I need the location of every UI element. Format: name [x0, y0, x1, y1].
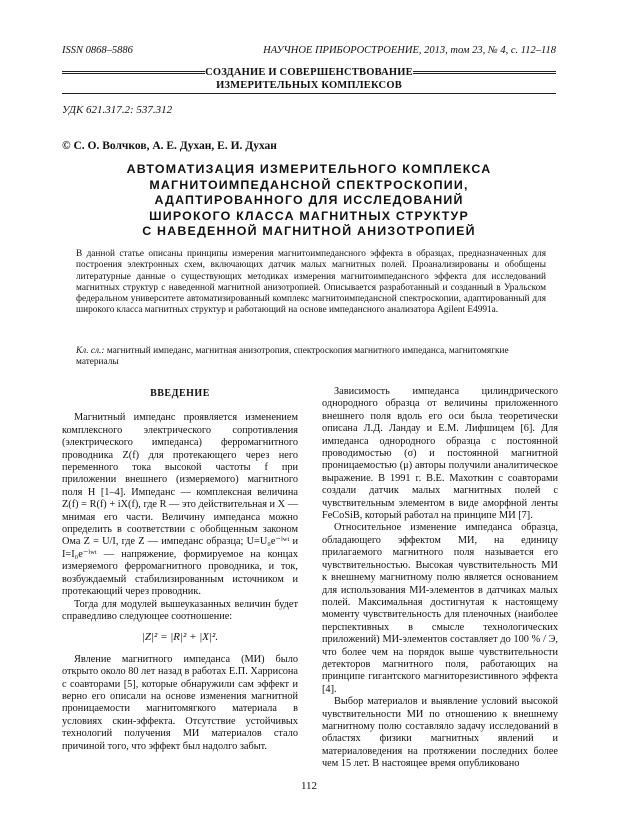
page-number: 112 [300, 780, 318, 792]
right-column [322, 386, 558, 771]
section-rule-bottom [62, 93, 556, 94]
keywords-text: магнитный импеданс, магнитная анизотропия, спектроскопия магнитного импеданса, магнитомягкие материалы [76, 346, 509, 368]
authors: © С. О. Волчков, А. Е. Духан, Е. И. Духан [62, 140, 277, 152]
abstract [76, 249, 546, 317]
section-title-line2: ИЗМЕРИТЕЛЬНЫХ КОМПЛЕКСОВ [216, 80, 402, 91]
paragraph: Относительное изменение импеданса образца, обладающего эффектом МИ, на единицу прилагаемого магнитного поля называется его чувствительностью. Высокая чувствительность МИ к внешнему магнитному полю является основанием для использования МИ-элементов в датчиках малых полей. Максимальная достигнутая к настоящему моменту чувствительность для пленочных (наиболее перспективных в смысле технологических приложений) МИ-элементов составляет до 100 % / Э, что более чем на порядок выше чувствительности детекторов магнитного поля, работающих на принципе гигантского магниторезистивного эффекта [4]. [322, 522, 558, 695]
title-line: МАГНИТОИМПЕДАНСНОЙ СПЕКТРОСКОПИИ, [149, 177, 469, 192]
paragraph: Явление магнитного импеданса (МИ) было открыто около 80 лет назад в работах Е.П. Харрисона с соавторами [5], которые обнаружили сам эффект и верно его описали на основе изменения магнитной проницаемости магнитомягкого материала в условиях скин-эффекта. Отсутствие устойчивых технологий получения МИ материалов стало причиной того, что эффект был надолго забыт. [62, 653, 298, 752]
title-line: АДАПТИРОВАННОГО ДЛЯ ИССЛЕДОВАНИЙ [154, 193, 464, 207]
title-line: С НАВЕДЕННОЙ МАГНИТНОЙ АНИЗОТРОПИЕЙ [142, 224, 476, 238]
intro-heading: ВВЕДЕНИЕ [150, 388, 210, 399]
article-title [62, 162, 556, 240]
abstract-text: В данной статье описаны принципы измерения магнитоимпедансного эффекта в образцах, предназначенных для построения электронных схем, включающих датчик малых магнитных полей. Проанализированы и обобщены литературные данные о существующих методиках измерения магнитоимпедансного эффекта для исследований магнитных структур с наведенной магнитной анизотропией. Описывается разработанный и созданный в Уральском федеральном университете автоматизированный комплекс магнитоимпедансной спектроскопии, адаптированный для широкого класса магнитных структур и работающий на основе импедансного анализатора Agilent E4991a. [76, 249, 546, 316]
section-title-line1: СОЗДАНИЕ И СОВЕРШЕНСТВОВАНИЕ [205, 67, 413, 78]
journal-reference: НАУЧНОЕ ПРИБОРОСТРОЕНИЕ, 2013, том 23, № 4, с. 112–118 [263, 45, 556, 56]
title-line: АВТОМАТИЗАЦИЯ ИЗМЕРИТЕЛЬНОГО КОМПЛЕКСА [126, 162, 492, 176]
keywords-label: Кл. сл.: [76, 346, 105, 356]
udk-code: УДК 621.317.2: 537.312 [62, 104, 173, 116]
paragraph: Тогда для модулей вышеуказанных величин будет справедливо следующее соотношение: [62, 598, 298, 622]
paragraph: Магнитный импеданс проявляется изменением комплексного электрического сопротивления (электрического импеданса) ферромагнитного проводника Z(f) для протекающего через него переменного тока высокой частоты f при приложении внешнего (измеряемого) магнитного поля H [1–4]. Импеданс — комплексная величина Z(f) = R(f) + iX(f), где R — это действительная и X — мнимая его части. Величину импеданса можно определить в соответствии с обобщенным законом Ома Z = U/I, где Z — импеданс образца; U=U₀e⁻ⁱʷᵗ и I=I₀e⁻ⁱʷᵗ — напряжение, формируемое на концах измеряемого ферромагнитного проводника, и ток, возбуждаемый стабилизированным источником и протекающий через проводник. [62, 412, 298, 598]
paragraph: Зависимость импеданса цилиндрического однородного образца от величины приложенного внешнего поля вдоль его оси была теоретически описана Л.Д. Ландау и Е.М. Лифшицем [6]. Для импеданса однородного образца с постоянной проводимостью (σ) и постоянной магнитной проницаемостью (μ) авторы получили аналитическое выражение. В 1991 г. В.Е. Махоткин с соавторами создали датчик малых магнитных полей с чувствительным элементом в виде аморфной ленты FeCoSiB, который работал на принципе МИ [7]. [322, 386, 558, 522]
title-line: ШИРОКОГО КЛАССА МАГНИТНЫХ СТРУКТУР [149, 208, 469, 223]
issn: ISSN 0868–5886 [62, 45, 133, 56]
section-title [0, 66, 618, 92]
paragraph: Выбор материалов и выявление условий высокой чувствительности МИ по отношению к внешнему магнитному полю составляло задачу исследований в областях физики магнитных явлений и материаловедения на протяжении последних более чем 15 лет. В настоящее время опубликовано [322, 696, 558, 770]
left-column [62, 388, 298, 753]
keywords [76, 346, 546, 369]
formula: |Z|² = |R|² + |X|². [141, 631, 219, 644]
